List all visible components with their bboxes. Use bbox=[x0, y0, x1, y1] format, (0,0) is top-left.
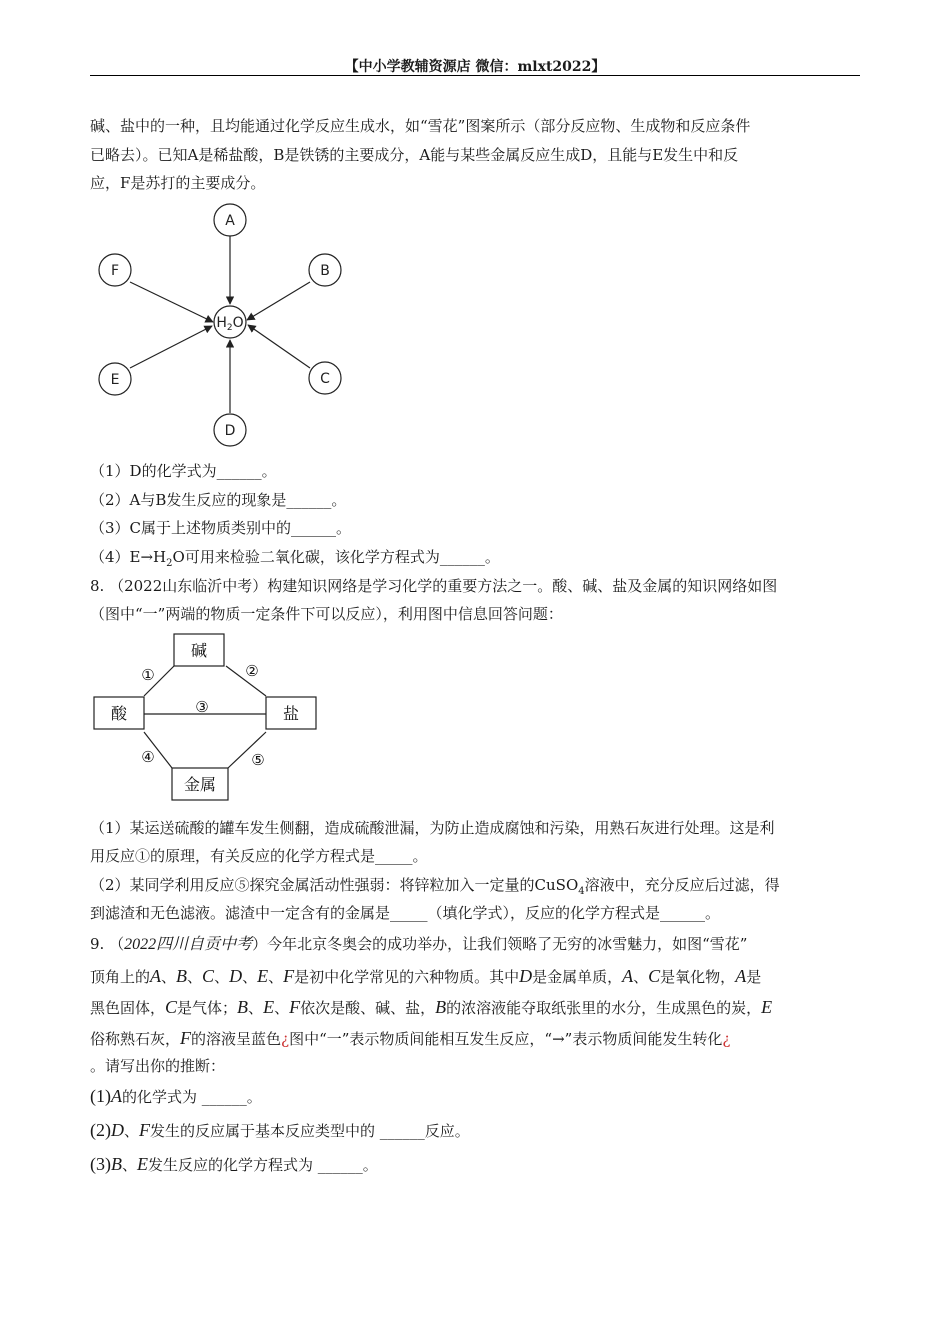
q8-q2-subscript: 4 bbox=[578, 886, 585, 897]
page-header: 【中小学教辅资源店 微信：mlxt2022】 bbox=[344, 59, 606, 75]
q8-question-2-line-2: 到滤渣和无色滤液。滤渣中一定含有的金属是_____（填化学式），反应的化学方程式是______。 bbox=[90, 904, 721, 922]
q9-a2-sep: 、 bbox=[124, 1122, 140, 1140]
arrow-b-to-water bbox=[247, 282, 310, 320]
q9-a1-number: (1) bbox=[90, 1086, 111, 1106]
q9-a3-sep: 、 bbox=[122, 1156, 138, 1174]
box-acid-label: 酸 bbox=[110, 704, 128, 723]
q9-intro-line-1 bbox=[90, 934, 747, 955]
q9-l4-text: 的溶液呈蓝色 bbox=[191, 1030, 282, 1048]
q8-question-1-line-1: （1）某运送硫酸的罐车发生侧翻，造成硫酸泄漏，为防止造成腐蚀和污染，用熟石灰进行处理。这是利 bbox=[90, 819, 775, 837]
reaction-2-label: ② bbox=[245, 662, 259, 680]
q9-var-d: D bbox=[229, 966, 243, 986]
q9-var-b: B bbox=[111, 1154, 122, 1174]
reaction-4-label: ④ bbox=[141, 748, 155, 766]
q9-l3-text: 的浓溶液能夺取纸张里的水分，生成黑色的炭， bbox=[446, 999, 762, 1017]
header-divider bbox=[90, 75, 860, 76]
q9-var-e: E bbox=[263, 997, 275, 1017]
q9-l2-sep: 、 bbox=[242, 968, 258, 986]
q9-encoding-mark: ¿ bbox=[722, 1030, 731, 1048]
q9-l2-t0: 顶角上的 bbox=[90, 968, 151, 986]
q9-var-e: E bbox=[257, 966, 269, 986]
node-f-label: F bbox=[110, 263, 120, 279]
box-base-label: 碱 bbox=[190, 641, 208, 660]
q9-answer-2 bbox=[90, 1120, 470, 1141]
q9-l2-sep: 、 bbox=[633, 968, 649, 986]
q9-l4-text: 俗称熟石灰， bbox=[90, 1030, 181, 1048]
q9-a3-text: 发生反应的化学方程式为 ______。 bbox=[148, 1156, 378, 1174]
q9-a3-number: (3) bbox=[90, 1154, 111, 1174]
q9-var-e: E bbox=[761, 997, 773, 1017]
q9-var-c: C bbox=[165, 997, 178, 1017]
q8-question-2-line-1 bbox=[90, 875, 780, 902]
q9-l2-sep: 、 bbox=[187, 968, 203, 986]
node-e-label: E bbox=[110, 372, 120, 388]
reaction-5-label: ⑤ bbox=[251, 751, 265, 769]
q9-var-a: A bbox=[150, 966, 162, 986]
q9-l2-text: 是氧化物， bbox=[660, 968, 736, 986]
q9-number: 9. （ bbox=[90, 935, 125, 953]
reaction-3-label: ③ bbox=[195, 698, 209, 716]
q9-var-f: F bbox=[180, 1028, 192, 1048]
q7-q4-prefix: （4）E→H bbox=[90, 548, 167, 566]
q9-intro-line-5: 。请写出你的推断： bbox=[90, 1057, 226, 1075]
box-metal-label: 金属 bbox=[183, 775, 217, 794]
q9-a2-number: (2) bbox=[90, 1120, 111, 1140]
q9-var-f: F bbox=[139, 1120, 151, 1140]
q7-q4-suffix: O可用来检验二氧化碳，该化学方程式为______。 bbox=[172, 548, 500, 566]
q8-intro-line-1: 8. （2022山东临沂中考）构建知识网络是学习化学的重要方法之一。酸、碱、盐及金属的知识网络如图 bbox=[90, 577, 778, 595]
q7-question-1: （1）D的化学式为______。 bbox=[90, 462, 277, 480]
q9-l3-sep: 、 bbox=[274, 999, 290, 1017]
box-salt-label: 盐 bbox=[282, 704, 300, 723]
q9-l2-sep: 、 bbox=[268, 968, 284, 986]
q9-l2-text: 是 bbox=[746, 968, 762, 986]
q9-l3-text: 依次是酸、碱、盐， bbox=[300, 999, 436, 1017]
q9-intro-line-3 bbox=[90, 997, 772, 1018]
q9-var-e: E bbox=[137, 1154, 149, 1174]
q9-encoding-mark: ¿ bbox=[281, 1030, 290, 1048]
q7-question-4 bbox=[90, 547, 500, 574]
q7-intro-line-3: 应，F是苏打的主要成分。 bbox=[90, 174, 266, 192]
q7-question-2: （2）A与B发生反应的现象是______。 bbox=[90, 491, 347, 509]
node-c-label: C bbox=[320, 371, 330, 387]
q9-l2-text: 是初中化学常见的六种物质。其中 bbox=[294, 968, 520, 986]
q9-intro-line-2 bbox=[90, 966, 761, 987]
q9-intro-line-4 bbox=[90, 1028, 730, 1049]
node-b-label: B bbox=[320, 263, 330, 279]
q7-question-3: （3）C属于上述物质类别中的______。 bbox=[90, 519, 352, 537]
snowflake-diagram bbox=[90, 198, 360, 453]
q9-l2-sep: 、 bbox=[214, 968, 230, 986]
node-d-label: D bbox=[224, 423, 236, 439]
q7-intro-line-1: 碱、盐中的一种，且均能通过化学反应生成水，如“雪花”图案所示（部分反应物、生成物和反应条件 bbox=[90, 117, 751, 135]
q9-a1-text: 的化学式为 ______。 bbox=[122, 1088, 262, 1106]
q9-l2-text: 是金属单质， bbox=[532, 968, 623, 986]
arrow-f-to-water bbox=[130, 282, 213, 322]
q9-l3-text: 黑色固体， bbox=[90, 999, 166, 1017]
q9-var-b: B bbox=[176, 966, 188, 986]
q7-q4-subscript: 2 bbox=[166, 558, 173, 569]
q9-l4-text: 图中“一”表示物质间能相互发生反应，“→”表示物质间能发生转化 bbox=[289, 1030, 723, 1048]
reaction-1-label: ① bbox=[141, 666, 155, 684]
q9-l2-sep: 、 bbox=[161, 968, 177, 986]
q9-l3-sep: 、 bbox=[248, 999, 264, 1017]
q9-var-c: C bbox=[648, 966, 661, 986]
q9-var-d: D bbox=[519, 966, 533, 986]
q9-l3-text: 是气体； bbox=[177, 999, 238, 1017]
q9-source: 2022四川自贡中考 bbox=[124, 936, 253, 953]
q9-answer-1 bbox=[90, 1086, 262, 1107]
q9-var-a: A bbox=[735, 966, 747, 986]
q9-var-b: B bbox=[435, 997, 447, 1017]
q8-q2-suffix: 溶液中，充分反应后过滤，得 bbox=[584, 876, 780, 894]
q9-a2-text: 发生的反应属于基本反应类型中的 ______反应。 bbox=[150, 1122, 470, 1140]
q9-var-f: F bbox=[283, 966, 295, 986]
arrow-e-to-water bbox=[130, 326, 212, 368]
arrow-c-to-water bbox=[248, 325, 310, 368]
q9-var-d: D bbox=[111, 1120, 124, 1140]
q7-intro-line-2: 已略去）。已知A是稀盐酸，B是铁锈的主要成分，A能与某些金属反应生成D，且能与E发生中和反 bbox=[90, 146, 739, 164]
node-water-label: $H_2O$ bbox=[216, 315, 244, 333]
q9-var-a: A bbox=[622, 966, 634, 986]
q9-var-f: F bbox=[289, 997, 301, 1017]
q8-question-1-line-2: 用反应①的原理，有关反应的化学方程式是_____。 bbox=[90, 847, 428, 865]
q9-var-c: C bbox=[202, 966, 215, 986]
q9-answer-3 bbox=[90, 1154, 378, 1175]
node-a-label: A bbox=[225, 213, 235, 229]
q9-intro-text: ）今年北京冬奥会的成功举办，让我们领略了无穷的冰雪魅力，如图“雪花” bbox=[252, 935, 748, 953]
q9-var-a: A bbox=[111, 1086, 122, 1106]
q8-intro-line-2: （图中“一”两端的物质一定条件下可以反应），利用图中信息回答问题： bbox=[90, 605, 563, 623]
knowledge-network-diagram bbox=[90, 628, 330, 804]
q8-q2-prefix: （2）某同学利用反应⑤探究金属活动性强弱：将锌粒加入一定量的CuSO bbox=[90, 876, 579, 894]
q9-var-b: B bbox=[237, 997, 249, 1017]
